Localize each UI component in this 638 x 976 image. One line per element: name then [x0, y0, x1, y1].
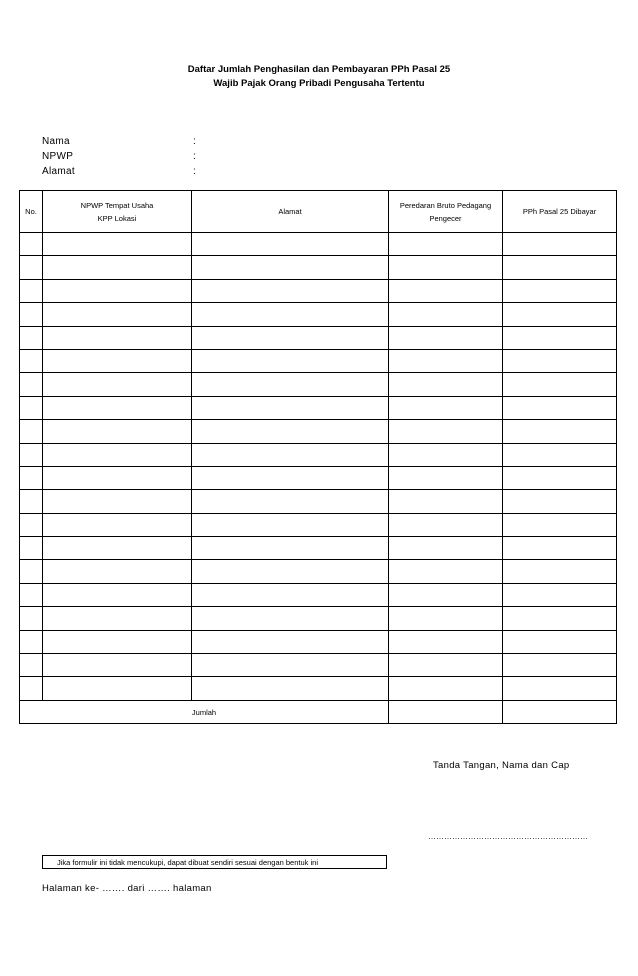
cell-peredaran-bruto[interactable]	[389, 396, 503, 419]
cell-npwp-kpp[interactable]	[43, 513, 192, 536]
cell-no[interactable]	[20, 373, 43, 396]
cell-no[interactable]	[20, 607, 43, 630]
cell-pph-dibayar[interactable]	[503, 607, 617, 630]
cell-no[interactable]	[20, 303, 43, 326]
cell-npwp-kpp[interactable]	[43, 396, 192, 419]
signature-line: ……………………………………………………	[428, 832, 588, 841]
table-row	[20, 443, 617, 466]
cell-npwp-kpp[interactable]	[43, 326, 192, 349]
payment-table	[19, 190, 617, 724]
cell-no[interactable]	[20, 233, 43, 256]
form-title-line-1: Daftar Jumlah Penghasilan dan Pembayaran PPh Pasal 25	[187, 64, 451, 75]
cell-alamat[interactable]	[192, 326, 389, 349]
cell-peredaran-bruto[interactable]	[389, 513, 503, 536]
cell-alamat[interactable]	[192, 560, 389, 583]
table-row	[20, 373, 617, 396]
cell-pph-dibayar[interactable]	[503, 466, 617, 489]
info-colon: :	[193, 136, 197, 147]
cell-alamat[interactable]	[192, 583, 389, 606]
table-header-row	[20, 191, 617, 233]
cell-no[interactable]	[20, 443, 43, 466]
cell-peredaran-bruto[interactable]	[389, 630, 503, 653]
cell-npwp-kpp[interactable]	[43, 420, 192, 443]
table-row	[20, 654, 617, 677]
cell-no[interactable]	[20, 513, 43, 536]
table-row	[20, 349, 617, 372]
cell-no[interactable]	[20, 256, 43, 279]
header-alamat: Alamat	[192, 191, 389, 233]
header-pph-dibayar: PPh Pasal 25 Dibayar	[503, 191, 617, 233]
cell-npwp-kpp[interactable]	[43, 303, 192, 326]
table-row	[20, 537, 617, 560]
table-body	[20, 233, 617, 701]
cell-alamat[interactable]	[192, 233, 389, 256]
cell-no[interactable]	[20, 466, 43, 489]
cell-peredaran-bruto[interactable]	[389, 490, 503, 513]
info-colon: :	[193, 151, 197, 162]
total-label: Jumlah	[20, 700, 389, 723]
cell-alamat[interactable]	[192, 443, 389, 466]
cell-npwp-kpp[interactable]	[43, 279, 192, 302]
cell-npwp-kpp[interactable]	[43, 443, 192, 466]
cell-alamat[interactable]	[192, 420, 389, 443]
cell-pph-dibayar[interactable]	[503, 583, 617, 606]
total-pph-cell[interactable]	[503, 700, 617, 723]
table-total-row	[20, 700, 617, 723]
cell-peredaran-bruto[interactable]	[389, 303, 503, 326]
cell-peredaran-bruto[interactable]	[389, 443, 503, 466]
cell-alamat[interactable]	[192, 630, 389, 653]
cell-pph-dibayar[interactable]	[503, 560, 617, 583]
table-row	[20, 279, 617, 302]
cell-npwp-kpp[interactable]	[43, 677, 192, 700]
cell-no[interactable]	[20, 326, 43, 349]
table-row	[20, 466, 617, 489]
table-row	[20, 607, 617, 630]
cell-npwp-kpp[interactable]	[43, 560, 192, 583]
signature-label: Tanda Tangan, Nama dan Cap	[433, 760, 570, 771]
cell-pph-dibayar[interactable]	[503, 279, 617, 302]
table-row	[20, 630, 617, 653]
cell-no[interactable]	[20, 490, 43, 513]
cell-pph-dibayar[interactable]	[503, 326, 617, 349]
cell-peredaran-bruto[interactable]	[389, 233, 503, 256]
cell-no[interactable]	[20, 420, 43, 443]
cell-peredaran-bruto[interactable]	[389, 420, 503, 443]
table-row	[20, 326, 617, 349]
cell-pph-dibayar[interactable]	[503, 420, 617, 443]
cell-pph-dibayar[interactable]	[503, 396, 617, 419]
cell-alamat[interactable]	[192, 303, 389, 326]
table-row	[20, 396, 617, 419]
cell-alamat[interactable]	[192, 513, 389, 536]
cell-alamat[interactable]	[192, 677, 389, 700]
cell-peredaran-bruto[interactable]	[389, 256, 503, 279]
cell-no[interactable]	[20, 583, 43, 606]
table-row	[20, 560, 617, 583]
table-row	[20, 490, 617, 513]
cell-alamat[interactable]	[192, 256, 389, 279]
total-peredaran-cell[interactable]	[389, 700, 503, 723]
cell-peredaran-bruto[interactable]	[389, 583, 503, 606]
cell-npwp-kpp[interactable]	[43, 537, 192, 560]
cell-peredaran-bruto[interactable]	[389, 349, 503, 372]
cell-npwp-kpp[interactable]	[43, 373, 192, 396]
cell-no[interactable]	[20, 537, 43, 560]
cell-pph-dibayar[interactable]	[503, 443, 617, 466]
cell-npwp-kpp[interactable]	[43, 630, 192, 653]
cell-no[interactable]	[20, 654, 43, 677]
table-row	[20, 513, 617, 536]
table-row	[20, 677, 617, 700]
cell-peredaran-bruto[interactable]	[389, 326, 503, 349]
form-title-line-2: Wajib Pajak Orang Pribadi Pengusaha Tertentu	[213, 78, 425, 89]
cell-no[interactable]	[20, 349, 43, 372]
cell-alamat[interactable]	[192, 279, 389, 302]
cell-peredaran-bruto[interactable]	[389, 279, 503, 302]
cell-npwp-kpp[interactable]	[43, 607, 192, 630]
table-row	[20, 256, 617, 279]
cell-pph-dibayar[interactable]	[503, 537, 617, 560]
info-label-alamat: Alamat	[42, 166, 75, 177]
cell-no[interactable]	[20, 630, 43, 653]
cell-peredaran-bruto[interactable]	[389, 560, 503, 583]
cell-alamat[interactable]	[192, 490, 389, 513]
cell-npwp-kpp[interactable]	[43, 256, 192, 279]
cell-alamat[interactable]	[192, 349, 389, 372]
table-row	[20, 420, 617, 443]
header-npwp-kpp: NPWP Tempat Usaha KPP Lokasi	[43, 191, 192, 233]
cell-pph-dibayar[interactable]	[503, 233, 617, 256]
cell-pph-dibayar[interactable]	[503, 677, 617, 700]
info-label-nama: Nama	[42, 136, 70, 147]
cell-npwp-kpp[interactable]	[43, 349, 192, 372]
cell-pph-dibayar[interactable]	[503, 630, 617, 653]
cell-npwp-kpp[interactable]	[43, 466, 192, 489]
page-counter: Halaman ke- ……. dari ……. halaman	[42, 883, 212, 894]
header-peredaran-bruto: Peredaran Bruto Pedagang Pengecer	[389, 191, 503, 233]
cell-alamat[interactable]	[192, 373, 389, 396]
cell-pph-dibayar[interactable]	[503, 654, 617, 677]
cell-pph-dibayar[interactable]	[503, 303, 617, 326]
cell-no[interactable]	[20, 279, 43, 302]
cell-pph-dibayar[interactable]	[503, 349, 617, 372]
table-row	[20, 583, 617, 606]
header-no: No.	[20, 191, 43, 233]
cell-pph-dibayar[interactable]	[503, 373, 617, 396]
cell-alamat[interactable]	[192, 466, 389, 489]
cell-peredaran-bruto[interactable]	[389, 607, 503, 630]
info-label-npwp: NPWP	[42, 151, 74, 162]
info-colon: :	[193, 166, 197, 177]
cell-peredaran-bruto[interactable]	[389, 373, 503, 396]
cell-alamat[interactable]	[192, 396, 389, 419]
cell-npwp-kpp[interactable]	[43, 654, 192, 677]
cell-alamat[interactable]	[192, 537, 389, 560]
cell-no[interactable]	[20, 560, 43, 583]
cell-peredaran-bruto[interactable]	[389, 654, 503, 677]
cell-pph-dibayar[interactable]	[503, 513, 617, 536]
cell-peredaran-bruto[interactable]	[389, 537, 503, 560]
cell-peredaran-bruto[interactable]	[389, 466, 503, 489]
cell-pph-dibayar[interactable]	[503, 256, 617, 279]
footer-note: Jika formulir ini tidak mencukupi, dapat dibuat sendiri sesuai dengan bentuk ini	[42, 855, 387, 869]
cell-peredaran-bruto[interactable]	[389, 677, 503, 700]
table-row	[20, 303, 617, 326]
cell-alamat[interactable]	[192, 607, 389, 630]
cell-npwp-kpp[interactable]	[43, 233, 192, 256]
cell-pph-dibayar[interactable]	[503, 490, 617, 513]
cell-npwp-kpp[interactable]	[43, 490, 192, 513]
cell-npwp-kpp[interactable]	[43, 583, 192, 606]
table-row	[20, 233, 617, 256]
cell-no[interactable]	[20, 396, 43, 419]
cell-alamat[interactable]	[192, 654, 389, 677]
cell-no[interactable]	[20, 677, 43, 700]
